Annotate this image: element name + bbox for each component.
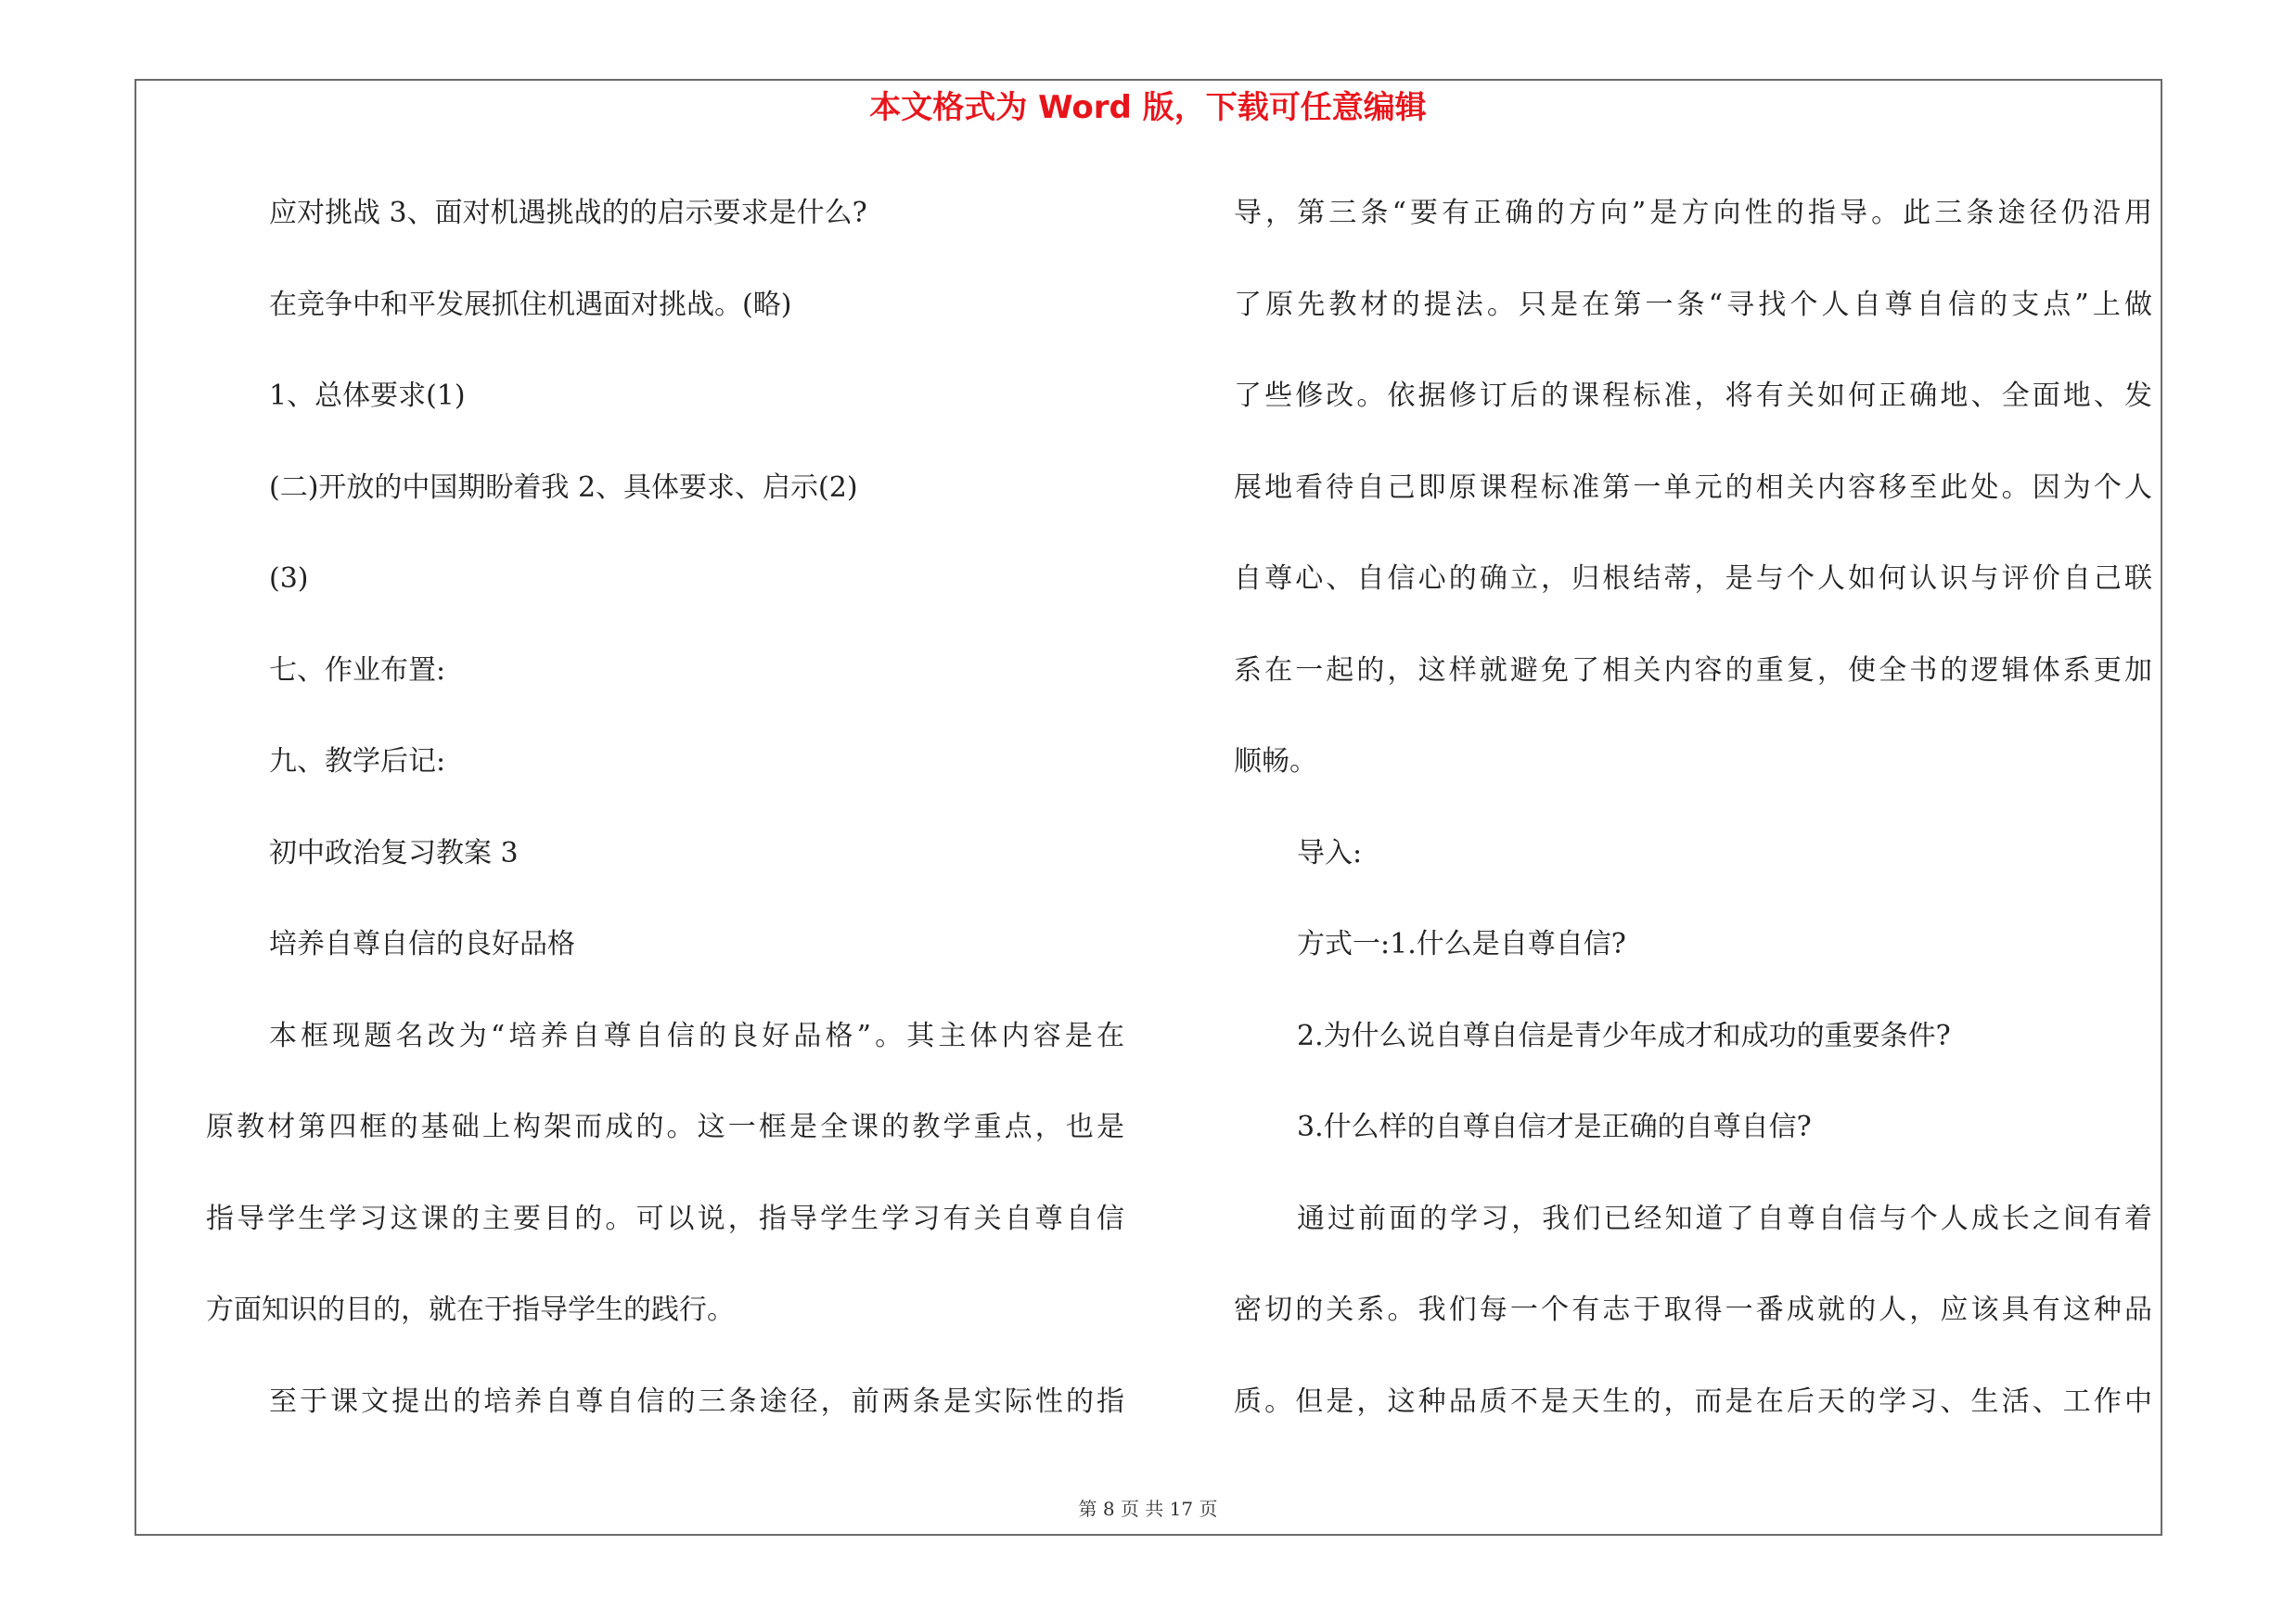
text-line: 了原先教材的提法。只是在第一条“寻找个人自尊自信的支点”上做 [1234, 288, 2152, 321]
text-line: 了些修改。依据修订后的课程标准，将有关如何正确地、全面地、发 [1234, 380, 2152, 412]
text-line: 2.为什么说自尊自信是青少年成才和成功的重要条件? [1297, 1019, 1951, 1052]
text-line: (3) [269, 562, 309, 595]
text-line: 方式一:1.什么是自尊自信? [1297, 928, 1626, 960]
text-line: 初中政治复习教案 3 [269, 836, 519, 869]
page-footer: 第 8 页 共 17 页 [1078, 1498, 1218, 1520]
text-line: 导，第三条“要有正确的方向”是方向性的指导。此三条途径仍沿用 [1234, 197, 2152, 229]
text-line: 3.什么样的自尊自信才是正确的自尊自信? [1297, 1111, 1812, 1143]
text-line: 密切的关系。我们每一个有志于取得一番成就的人，应该具有这种品 [1234, 1294, 2152, 1326]
text-line: 展地看待自己即原课程标准第一单元的相关内容移至此处。因为个人 [1234, 470, 2152, 504]
text-line: 通过前面的学习，我们已经知道了自尊自信与个人成长之间有着 [1297, 1202, 2152, 1235]
header-banner: 本文格式为 Word 版，下载可任意编辑 [869, 89, 1427, 126]
right-column [1234, 186, 2152, 1465]
text-line: 在竞争中和平发展抓住机遇面对挑战。(略) [269, 288, 792, 321]
text-line: 自尊心、自信心的确立，归根结蒂，是与个人如何认识与评价自己联 [1234, 562, 2152, 595]
text-line: 本框现题名改为“培养自尊自信的良好品格”。其主体内容是在 [269, 1019, 1124, 1052]
text-line: 九、教学后记: [269, 745, 446, 778]
text-line: 原教材第四框的基础上构架而成的。这一框是全课的教学重点，也是 [206, 1111, 1124, 1143]
text-line: (二)开放的中国期盼着我 2、具体要求、启示(2) [269, 470, 858, 504]
text-line: 至于课文提出的培养自尊自信的三条途径，前两条是实际性的指 [269, 1385, 1124, 1418]
text-line: 质。但是，这种品质不是天生的，而是在后天的学习、生活、工作中 [1234, 1385, 2152, 1418]
text-line: 系在一起的，这样就避免了相关内容的重复，使全书的逻辑体系更加 [1234, 653, 2152, 687]
text-line: 指导学生学习这课的主要目的。可以说，指导学生学习有关自尊自信 [206, 1202, 1124, 1235]
text-line: 导入: [1297, 836, 1363, 869]
text-line: 七、作业布置: [269, 653, 446, 687]
text-line: 顺畅。 [1234, 745, 1317, 778]
text-line: 应对挑战 3、面对机遇挑战的的启示要求是什么? [269, 197, 867, 229]
left-column [206, 186, 1124, 1465]
text-line: 方面知识的目的，就在于指导学生的践行。 [206, 1294, 735, 1326]
text-line: 1、总体要求(1) [269, 380, 466, 412]
text-line: 培养自尊自信的良好品格 [269, 928, 575, 960]
